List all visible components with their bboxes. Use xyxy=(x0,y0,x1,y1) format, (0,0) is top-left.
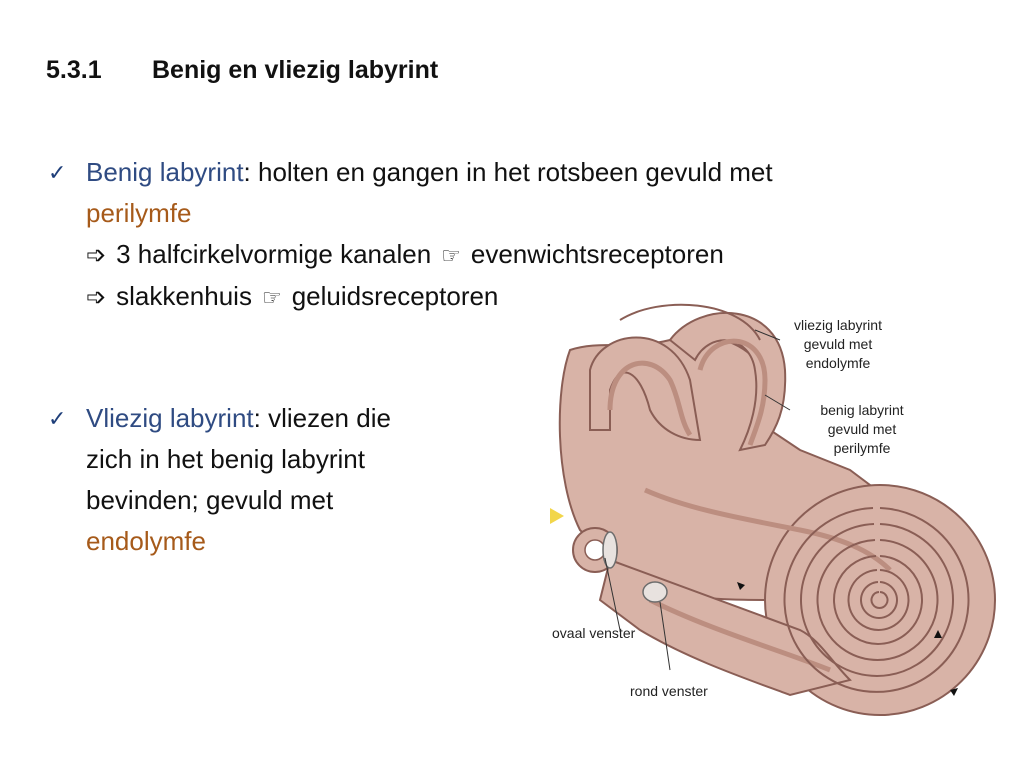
label-line: gevuld met xyxy=(803,336,873,352)
bullet-benig-labyrint xyxy=(46,152,946,318)
label-line: perilymfe xyxy=(833,440,891,456)
sub-item-right: evenwichtsreceptoren xyxy=(470,239,724,269)
pointing-hand-icon: ☞ xyxy=(261,285,282,310)
label-membranous xyxy=(794,317,882,371)
bullet-line xyxy=(46,152,946,193)
label-line: gevuld met xyxy=(827,421,897,437)
bullet-vliezig-labyrint xyxy=(46,398,486,562)
sound-arrow-icon xyxy=(550,508,564,524)
checkmark-icon: ✓ xyxy=(48,160,67,185)
labyrinth-diagram xyxy=(550,300,1020,730)
term-vliezig-labyrint: Vliezig labyrint xyxy=(86,403,254,433)
bullet-line: zich in het benig labyrint xyxy=(86,444,365,474)
label-line: benig labyrint xyxy=(820,402,904,418)
term-benig-labyrint: Benig labyrint xyxy=(86,157,244,187)
sub-item-left: 3 halfcirkelvormige kanalen xyxy=(116,239,432,269)
fluid-endolymfe: endolymfe xyxy=(86,526,206,556)
sub-item-kanalen xyxy=(46,234,946,276)
sub-item-left: slakkenhuis xyxy=(116,281,252,311)
right-arrow-icon: ➩ xyxy=(86,284,107,311)
section-title: Benig en vliezig labyrint xyxy=(152,56,439,84)
bullet-line xyxy=(46,193,946,234)
sub-item-right: geluidsreceptoren xyxy=(291,281,499,311)
label-rond-venster: rond venster xyxy=(630,683,708,699)
page-title xyxy=(46,56,438,85)
label-ovaal-venster: ovaal venster xyxy=(552,625,636,641)
label-line: endolymfe xyxy=(805,355,871,371)
bullet-line xyxy=(46,521,486,562)
section-number: 5.3.1 xyxy=(46,56,102,84)
definition-text: : vliezen die xyxy=(253,403,391,433)
right-arrow-icon: ➩ xyxy=(86,242,107,269)
fluid-perilymfe: perilymfe xyxy=(86,198,192,228)
bullet-line xyxy=(46,398,486,439)
bullet-line: bevinden; gevuld met xyxy=(86,485,334,515)
label-line: vliezig labyrint xyxy=(794,317,882,333)
definition-text: : holten en gangen in het rotsbeen gevuld met xyxy=(243,157,773,187)
label-bony xyxy=(820,402,903,456)
pointing-hand-icon: ☞ xyxy=(441,243,461,268)
checkmark-icon: ✓ xyxy=(48,406,67,431)
